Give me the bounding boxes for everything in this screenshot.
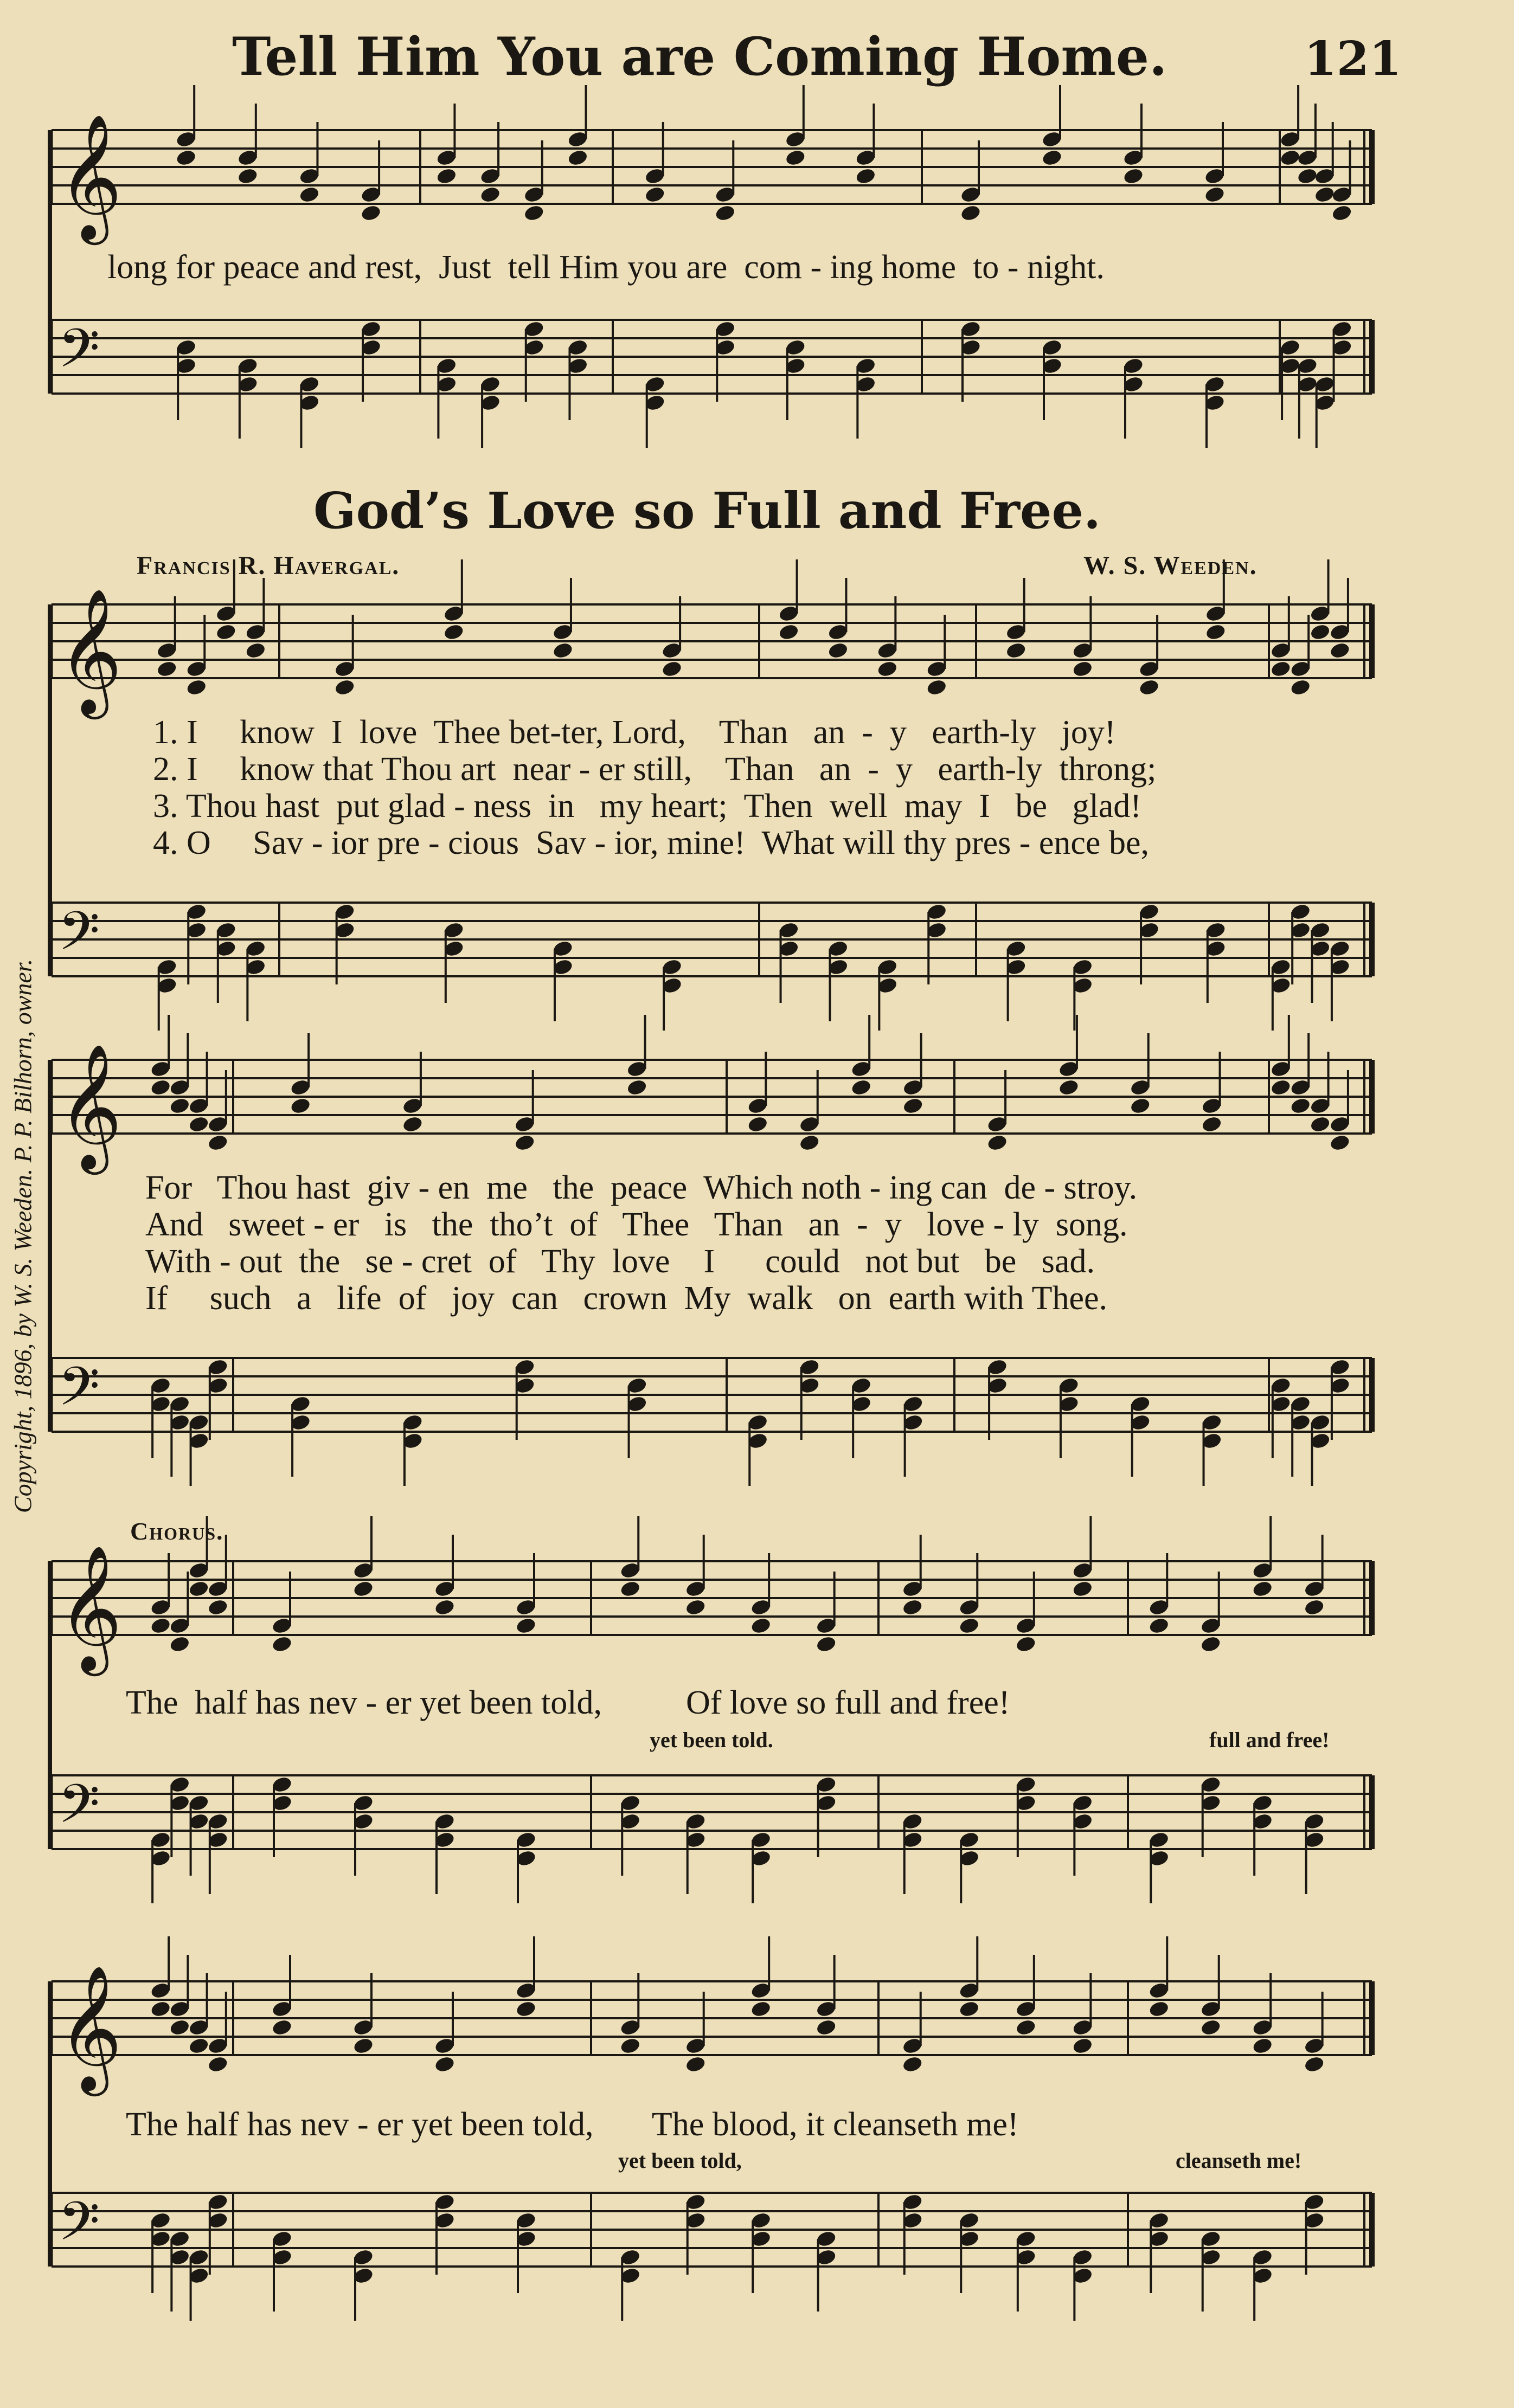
verse-2-line-2: And sweet - er is the tho’t of Thee Than an - y love - ly song. bbox=[145, 1206, 1128, 1243]
bass-clef-icon: 𝄢 bbox=[58, 1356, 100, 1431]
verse-3-line-1: 3. Thou hast put glad - ness in my heart; Then well may I be glad! bbox=[153, 788, 1141, 825]
bass-clef-icon: 𝄢 bbox=[58, 1773, 100, 1849]
bass-clef-icon: 𝄢 bbox=[58, 318, 100, 393]
chorus-line-2: The half has nev - er yet been told, The blood, it cleanseth me! bbox=[126, 2106, 1019, 2143]
music-staff-6 bbox=[0, 1304, 1514, 1486]
music-staff-9 bbox=[0, 1927, 1514, 2109]
bass-clef-icon: 𝄢 bbox=[58, 900, 100, 976]
chorus-echo-2b: cleanseth me! bbox=[1176, 2148, 1302, 2173]
music-staff-1 bbox=[0, 76, 1514, 258]
verse-1-line-1: 1. I know I love Thee bet-ter, Lord, Than an - y earth-ly joy! bbox=[153, 714, 1116, 751]
system-bracket bbox=[48, 130, 52, 394]
system-bracket bbox=[48, 604, 52, 976]
verse-3-line-2: With - out the se - cret of Thy love I could not but be sad. bbox=[145, 1243, 1095, 1280]
copyright-notice: Copyright, 1896, by W. S. Weeden. P. P. Bilhorn, owner. bbox=[9, 958, 37, 1514]
top-hymn-title: Tell Him You are Coming Home. bbox=[232, 26, 1167, 87]
system-bracket bbox=[48, 1981, 52, 2267]
verse-1-line-2: For Thou hast giv - en me the peace Which noth - ing can de - stroy. bbox=[145, 1169, 1138, 1206]
system-bracket bbox=[48, 1060, 52, 1432]
music-staff-5 bbox=[0, 1006, 1514, 1188]
music-staff-7 bbox=[0, 1507, 1514, 1689]
verse-4-line-1: 4. O Sav - ior pre - cious Sav - ior, mine! What will thy pres - ence be, bbox=[153, 825, 1149, 861]
music-staff-4 bbox=[0, 848, 1514, 1031]
chorus-echo-1a: yet been told. bbox=[650, 1728, 773, 1752]
bass-clef-icon: 𝄢 bbox=[58, 2191, 100, 2266]
treble-clef-icon: 𝄞 bbox=[58, 1965, 123, 2091]
chorus-echo-1b: full and free! bbox=[1209, 1728, 1330, 1752]
verse-4-line-2: If such a life of joy can crown My walk on earth with Thee. bbox=[145, 1280, 1107, 1317]
system-bracket bbox=[48, 1561, 52, 1849]
treble-clef-icon: 𝄞 bbox=[58, 1544, 123, 1671]
page-number: 121 bbox=[1304, 31, 1402, 86]
chorus-echo-2a: yet been told, bbox=[618, 2148, 742, 2173]
top-hymn-lyric: long for peace and rest, Just tell Him you are com - ing home to - night. bbox=[107, 249, 1105, 286]
chorus-label: Chorus. bbox=[130, 1517, 224, 1545]
chorus-line-1: The half has nev - er yet been told, Of love so full and free! bbox=[126, 1684, 1010, 1721]
treble-clef-icon: 𝄞 bbox=[58, 588, 123, 714]
composer: W. S. Weeden. bbox=[1083, 551, 1258, 580]
verse-2-line-1: 2. I know that Thou art near - er still, Than an - y earth-ly throng; bbox=[153, 751, 1157, 788]
lyricist: Francis R. Havergal. bbox=[137, 551, 400, 580]
treble-clef-icon: 𝄞 bbox=[58, 1043, 123, 1169]
hymn-title: God’s Love so Full and Free. bbox=[313, 481, 1101, 540]
treble-clef-icon: 𝄞 bbox=[58, 113, 123, 240]
music-staff-2 bbox=[0, 266, 1514, 448]
